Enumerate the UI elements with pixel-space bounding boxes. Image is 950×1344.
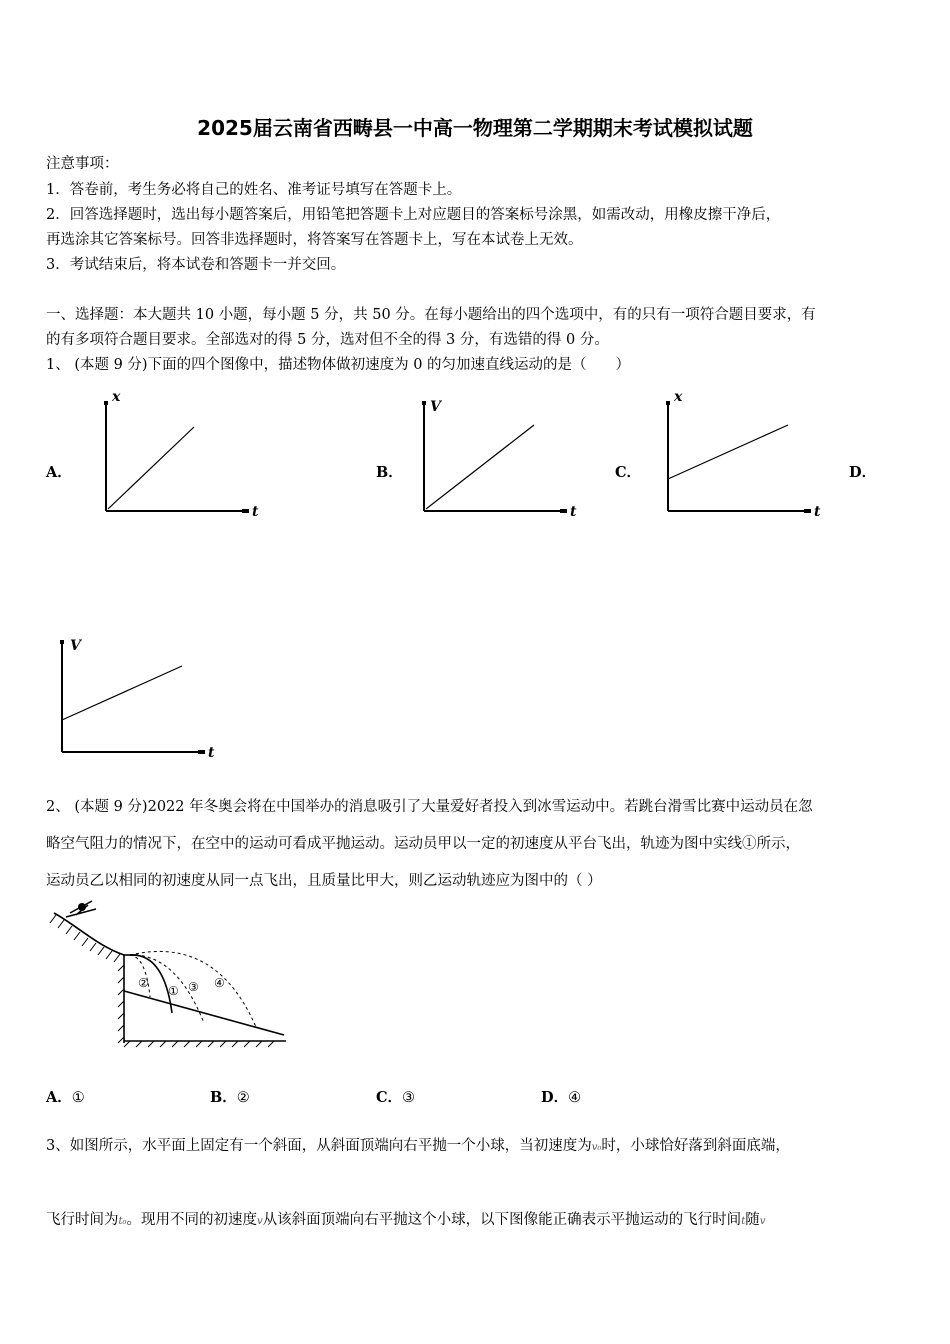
t-symbol: t [741, 1216, 746, 1227]
plot-line [62, 666, 182, 720]
trajectory-1 [130, 955, 172, 1013]
axis-label-y: V [70, 638, 81, 654]
option-letter: C． [376, 1089, 403, 1106]
question-3-text [46, 1134, 790, 1155]
plot-line [668, 425, 788, 479]
ramp-curve [54, 913, 124, 955]
question-2-text: 运动员乙以相同的初速度从同一点飞出，且质量比甲大，则乙运动轨迹应为图中的（ ） [46, 873, 602, 889]
t0-symbol: t₀ [118, 1216, 127, 1227]
axis-label-x: t [208, 745, 215, 761]
v-symbol: v [759, 1216, 766, 1227]
skier-icon [66, 901, 96, 917]
q1-option-b[interactable]: B． [376, 464, 403, 481]
plot-line [426, 425, 534, 509]
graph-b-vt [414, 385, 594, 525]
q2-option-d[interactable] [541, 1086, 581, 1107]
q1-option-c[interactable]: C． [615, 464, 642, 481]
option-letter: A． [46, 1089, 72, 1106]
notice-item: 1．答卷前，考生务必将自己的姓名、准考证号填写在答题卡上。 [46, 182, 462, 198]
question-2-text: 2、 (本题 9 分)2022 年冬奥会将在中国举办的消息吸引了大量爱好者投入到冰雪运动中。若跳台滑雪比赛中运动员在忽 [46, 799, 813, 815]
axis-label-x: t [814, 504, 821, 520]
wall-hatch [118, 965, 124, 1043]
ski-jump-figure [46, 895, 296, 1055]
q2-option-a[interactable] [46, 1086, 85, 1107]
axis-label-x: t [570, 504, 577, 520]
label-2: ② [138, 976, 149, 990]
q1-option-a[interactable]: A． [46, 464, 72, 481]
label-4: ④ [214, 976, 225, 990]
option-letter: B． [210, 1089, 237, 1106]
axis-label-y: x [112, 389, 121, 405]
page-title: 2025届云南省西畴县一中高一物理第二学期期末考试模拟试题 [197, 116, 753, 140]
notice-heading: 注意事项： [46, 156, 119, 172]
notice-item: 2．回答选择题时，选出每小题答案后，用铅笔把答题卡上对应题目的答案标号涂黑，如需改动，用橡皮擦干净后， [46, 207, 781, 223]
q1-option-d[interactable]: D． [849, 464, 877, 481]
question-3-text [46, 1208, 765, 1229]
option-letter: D． [541, 1089, 569, 1106]
option-value: ③ [402, 1090, 416, 1106]
graph-c-xt [658, 385, 838, 525]
section-instructions: 的有多项符合题目要求。全部选对的得 5 分，选对但不全的得 3 分，有选错的得 0 分。 [46, 332, 609, 348]
option-value: ① [71, 1090, 85, 1106]
v-symbol: v [257, 1216, 263, 1227]
axis-label-y: V [430, 399, 441, 415]
v0-symbol: v₀ [591, 1142, 602, 1153]
notice-item: 再选涂其它答案标号。回答非选择题时，将答案写在答题卡上，写在本试卷上无效。 [46, 232, 583, 248]
ramp-hatch [50, 915, 120, 962]
axis-label-y: x [674, 389, 683, 405]
option-value: ④ [568, 1090, 582, 1106]
ground-hatch [124, 1041, 274, 1047]
q3-text-part: 从该斜面顶端向右平抛这个小球，以下图像能正确表示平抛运动的飞行时间 [262, 1212, 742, 1228]
question-1-text: 1、 (本题 9 分)下面的四个图像中，描述物体做初速度为 0 的匀加速直线运动的是（ ） [46, 357, 631, 373]
q3-text-part: 飞行时间为 [46, 1212, 119, 1228]
q3-text-part: 时，小球恰好落到斜面底端， [601, 1138, 790, 1154]
question-2-text: 略空气阻力的情况下，在空中的运动可看成平抛运动。运动员甲以一定的初速度从平台飞出，轨迹为图中实线①所示， [46, 836, 800, 852]
section-instructions: 一、选择题：本大题共 10 小题，每小题 5 分，共 50 分。在每小题给出的四个选项中，有的只有一项符合题目要求，有 [46, 307, 816, 323]
graph-d-vt [52, 628, 232, 768]
label-1: ① [168, 984, 179, 998]
graph-a-xt [96, 385, 276, 525]
axis-label-x: t [252, 504, 259, 520]
q2-option-b[interactable] [210, 1086, 250, 1107]
label-3: ③ [188, 980, 199, 994]
option-value: ② [236, 1090, 250, 1106]
q2-option-c[interactable] [376, 1086, 415, 1107]
q3-text-part: 随 [745, 1212, 760, 1228]
q3-text-part: 3、如图所示，水平面上固定有一个斜面，从斜面顶端向右平抛一个小球，当初速度为 [46, 1138, 592, 1154]
plot-line [108, 427, 194, 509]
notice-item: 3．考试结束后，将本试卷和答题卡一并交回。 [46, 257, 346, 273]
slope-line [124, 991, 284, 1035]
q3-text-part: 。现用不同的初速度 [126, 1212, 258, 1228]
